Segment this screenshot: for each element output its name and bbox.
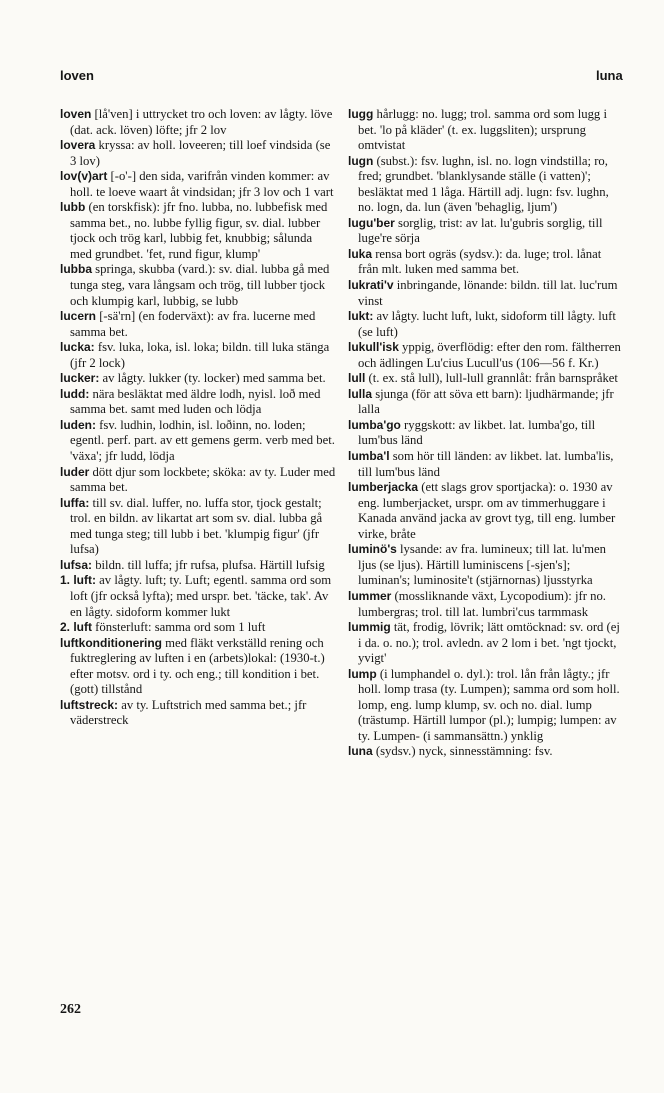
entry-headword: lubb [60,200,86,215]
entry-headword: lubba [60,262,92,277]
entry-definition: [-o'-] den sida, varifrån vinden kommer: av holl. te loeve waart åt vindsidan; jfr 3 lov och 1 vart [70,169,334,199]
dictionary-entry [60,496,336,558]
entry-headword: lugg [348,107,374,121]
dictionary-entry [60,200,336,262]
entry-definition: lysande: av fra. lumineux; till lat. lu'men ljus (se ljus). Härtill luminiscens [-sjen's]; luminan's; luminosite't (stjärnornas) ljusstyrka [358,542,606,588]
dictionary-entry [60,620,336,636]
entry-definition: rensa bort ogräs (sydsv.): da. luge; trol. lånat från mlt. luken med samma bet. [358,246,602,277]
entry-headword: luka [348,246,373,261]
entry-headword: lov(v)art [60,169,108,184]
dictionary-entry [348,107,624,154]
entry-headword: luminö's [348,542,397,557]
entry-definition: (i lumphandel o. dyl.): trol. lån från lågty.; jfr holl. lomp trasa (ty. Lumpen); samma ord som holl. lomp, eng. lump klump, sv. och no. dial. lump (trästump. Härtill lumpor (pl.); lumpig; lumpen: av ty. Lumpen- (i sammansättn.) ynklig [358,666,620,743]
dictionary-entry [60,309,336,340]
entry-definition: fönsterluft: samma ord som 1 luft [92,620,266,635]
entry-definition: av lågty. lukker (ty. locker) med samma bet. [99,371,326,386]
page-number: 262 [60,1002,81,1017]
entry-headword: lukrati'v [348,278,394,293]
entry-headword: lufsa: [60,557,93,572]
entry-definition: som hör till länden: av likbet. lat. lumba'lis, till lum'bus länd [358,449,614,479]
entry-definition: springa, skubba (vard.): sv. dial. lubba gå med tunga steg, vara långsam och trög, till lubber tjock och klumpig karl, lubbig, se lubb [70,262,330,308]
entry-definition: med fläkt verkställd rening och fuktreglering av luften i en (arbets)lokal: (1930-t.) efter motsv. ord i ty. och eng.; till kondition i bet. (gott) tillstånd [70,635,325,697]
entry-headword: lovera [60,138,96,153]
entry-definition: [-sä'rn] (en foderväxt): av fra. lucerne med samma bet. [70,309,316,339]
entry-headword: lump [348,666,377,681]
entry-definition: av lågty. lucht luft, lukt, sidoform till lågty. luft (se luft) [358,309,616,339]
entry-headword: lucker: [60,371,100,386]
entry-definition: ryggskott: av likbet. lat. lumba'go, till lum'bus länd [358,417,596,448]
entry-definition: kryssa: av holl. loveeren; till loef vindsida (se 3 lov) [70,138,331,168]
dictionary-entry [348,667,624,745]
entry-headword: ludd: [60,386,90,401]
entry-headword: lugu'ber [348,215,395,230]
entry-definition: yppig, överflödig: efter den rom. fältherren och ädlingen Lu'cius Lucull'us (106—56 f. Kr.) [358,340,621,370]
dictionary-entry [60,340,336,371]
entry-headword: lugn [348,153,374,168]
dictionary-entry [348,340,624,371]
entry-definition: (ett slags grov sportjacka): o. 1930 av eng. lumberjacket, urspr. om av timmerhuggare i Kanada använd jacka av grovt tyg, till eng. lumber virke, bråte [358,480,616,541]
dictionary-entry [348,542,624,589]
dictionary-entry [348,216,624,247]
entry-headword: 2. luft [60,620,92,635]
entry-definition: fsv. luka, loka, isl. loka; bildn. till luka stänga (jfr 2 lock) [70,340,330,370]
entry-headword: luftkonditionering [60,635,162,650]
dictionary-entry [348,371,624,387]
dictionary-entry [348,744,624,760]
entry-headword: lucern [60,309,97,324]
dictionary-entry [348,247,624,278]
entry-definition: bildn. till luffa; jfr rufsa, plufsa. Härtill lufsig [92,557,325,572]
entry-definition: (t. ex. stå lull), lull-lull grannlåt: från barnspråket [365,371,618,386]
right-column [348,107,624,760]
dictionary-entry [348,418,624,449]
entry-headword: 1. luft: [60,573,96,588]
entry-headword: loven [60,107,92,121]
dictionary-entry [348,278,624,309]
entry-definition: sorglig, trist: av lat. lu'gubris sorglig, till luge're sörja [358,215,603,246]
dictionary-entry [60,371,336,387]
dictionary-entry [60,698,336,729]
entry-definition: av lågty. luft; ty. Luft; egentl. samma ord som loft (jfr också lyfta); med urspr. bet. 'täcke, tak'. Av en lågty. sidoform kommer lukt [70,573,332,619]
entry-headword: lukt: [348,309,374,324]
dictionary-entry [60,262,336,309]
entry-headword: luftstreck: [60,697,119,712]
entry-headword: lull [348,371,366,386]
entry-definition: hårlugg: no. lugg; trol. samma ord som lugg i bet. 'lo på kläder' (t. ex. luggsliten); ursprung omtvistat [358,107,607,153]
entry-definition: av ty. Luftstrich med samma bet.; jfr väderstreck [70,697,307,728]
entry-headword: luden: [60,417,96,432]
dictionary-entry [60,107,336,138]
left-column [60,107,336,729]
entry-headword: luffa: [60,495,90,510]
entry-headword: lumba'l [348,449,390,464]
entry-headword: lucka: [60,340,95,355]
entry-definition: till sv. dial. luffer, no. luffa stor, tjock gestalt; trol. en bildn. av likartat art som sv. dial. lubba gå med tunga steg; till lubb i bet. 'klumpig figur' (jfr lufsa) [70,495,323,557]
entry-headword: lulla [348,386,373,401]
entry-definition: [lå'ven] i uttrycket tro och loven: av lågty. löve (dat. ack. löven) löfte; jfr 2 lov [70,107,333,137]
running-head-right: luna [596,68,623,83]
entry-definition: (en torskfisk): jfr fno. lubba, no. lubbefisk med samma bet., no. lubbe fyllig figur, sv. dial. lubber tjock och trög karl, lubbig fet, knubbig; sålunda med grundbet. 'fet, rund figur, klump' [70,200,328,261]
entry-definition: nära besläktat med äldre lodh, nyisl. loð med samma bet. samt med luden och lödja [70,386,321,417]
dictionary-entry [348,309,624,340]
entry-definition: (sydsv.) nyck, sinnesstämning: fsv. [372,744,553,759]
entry-definition: inbringande, lönande: bildn. till lat. luc'rum vinst [358,278,618,308]
dictionary-entry [60,418,336,465]
dictionary-entry [60,636,336,698]
dictionary-entry [348,480,624,542]
entry-headword: lukull'isk [348,340,399,355]
dictionary-entry [60,387,336,418]
dictionary-entry [60,558,336,574]
entry-definition: (subst.): fsv. lughn, isl. no. logn vindstilla; ro, fred; grundbet. 'blanklysande ställe (i vatten)'; besläktat med 1 låga. Härtill adj. lugn: fsv. lughn, no. logn, da. lun (även 'behaglig, ljum') [358,153,609,215]
dictionary-entry [348,620,624,667]
dictionary-entry [60,573,336,620]
dictionary-entry [348,589,624,620]
entry-headword: lumba'go [348,417,401,432]
entry-definition: (mossliknande växt, Lycopodium): jfr no. lumbergras; trol. till lat. lumbri'cus tarmmask [358,588,606,619]
entry-definition: dött djur som lockbete; sköka: av ty. Luder med samma bet. [70,464,336,495]
dictionary-entry [348,449,624,480]
entry-definition: fsv. ludhin, lodhin, isl. loðinn, no. loden; egentl. perf. part. av ett gemens germ. verb med bet. 'växa'; jfr ludd, lödja [70,417,335,464]
entry-headword: luder [60,464,90,479]
entry-definition: tät, frodig, lövrik; lätt omtöcknad: sv. ord (ej i da. o. no.); trol. avledn. av 2 lom i bet. 'ngt tjockt, yvigt' [358,620,620,666]
entry-headword: lummer [348,588,392,603]
dictionary-entry [60,138,336,169]
dictionary-entry [60,465,336,496]
entry-headword: lumberjacka [348,480,419,495]
entry-headword: luna [348,744,373,759]
entry-definition: sjunga (för att söva ett barn): ljudhärmande; jfr lalla [358,386,614,417]
entry-headword: lummig [348,620,391,635]
dictionary-entry [348,387,624,418]
running-head-left: loven [60,68,94,83]
dictionary-entry [348,154,624,216]
dictionary-entry [60,169,336,200]
